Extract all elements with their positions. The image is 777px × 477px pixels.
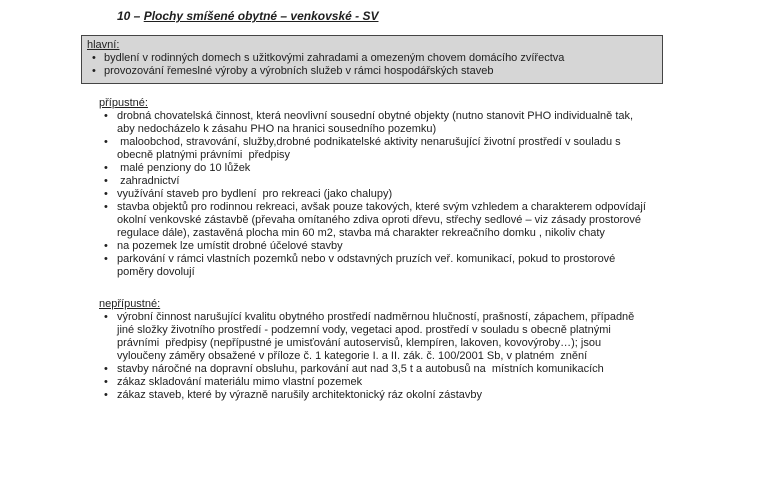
title-text: Plochy smíšené obytné – venkovské - SV (143, 9, 379, 23)
list-item: • provozování řemeslné výroby a výrobních služeb v rámci hospodářských staveb (87, 65, 656, 78)
list-item: • stavby náročné na dopravní obsluhu, parkování aut nad 3,5 t a autobusů na místních komunikacích (99, 363, 652, 376)
list-item: • zahradnictví (99, 175, 652, 188)
list-item: • výrobní činnost narušující kvalitu obytného prostředí nadměrnou hlučností, prašností, zápachem, případně jiné složky životního prostředí - podzemní vody, vegetaci apod. prostředí v souladu s obecně platnými právními předpisy (nepřípustné je umisťování autoservisů, klempíren, lakoven, kovovýroby…); jsou vyloučeny záměry obsažené v příloze č. 1 kategorie I. a II. zák. č. 100/2001 Sb, v platném znění (99, 311, 652, 363)
list-item: • stavba objektů pro rodinnou rekreaci, avšak pouze takových, které svým vzhledem a charakterem odpovídají okolní venkovské zástavbě (převaha omítaného zdiva oproti dřevu, střechy sedlové – viz zásady prostorové regulace dále), zastavěná plocha min 60 m2, stavba má charakter rekreačního domku , nikoliv chaty (99, 201, 652, 240)
impermissible-list (99, 311, 652, 402)
document-page (0, 9, 777, 477)
list-item: • využívání staveb pro bydlení pro rekreaci (jako chalupy) (99, 188, 652, 201)
list-item: • na pozemek lze umístit drobné účelové stavby (99, 240, 652, 253)
list-item: • zákaz staveb, které by výrazně narušily architektonický ráz okolní zástavby (99, 389, 652, 402)
section-label-pripustne: přípustné: (99, 97, 148, 109)
list-item: • maloobchod, stravování, služby,drobné podnikatelské aktivity nenarušující životní prostředí v souladu s obecně platnými právními předpisy (99, 136, 652, 162)
section-label-nepripustne: nepřípustné: (99, 298, 161, 310)
main-use-box (81, 35, 663, 84)
title-number: 10 – (117, 9, 144, 23)
list-item: • zákaz skladování materiálu mimo vlastní pozemek (99, 376, 652, 389)
list-item: • parkování v rámci vlastních pozemků nebo v odstavných pruzích veř. komunikací, pokud to prostorové poměry dovolují (99, 253, 652, 279)
section-label-hlavni: hlavní: (87, 39, 120, 51)
permissible-list (99, 110, 652, 279)
list-item: • drobná chovatelská činnost, která neovlivní sousední obytné objekty (nutno stanovit PHO individualně tak, aby nedocházelo k zásahu PHO na hranici sousedního pozemku) (99, 110, 652, 136)
page-title (117, 9, 777, 23)
list-item: • malé penziony do 10 lůžek (99, 162, 652, 175)
main-use-list (87, 52, 656, 78)
list-item: • bydlení v rodinných domech s užitkovými zahradami a omezeným chovem domácího zvířectva (87, 52, 656, 65)
